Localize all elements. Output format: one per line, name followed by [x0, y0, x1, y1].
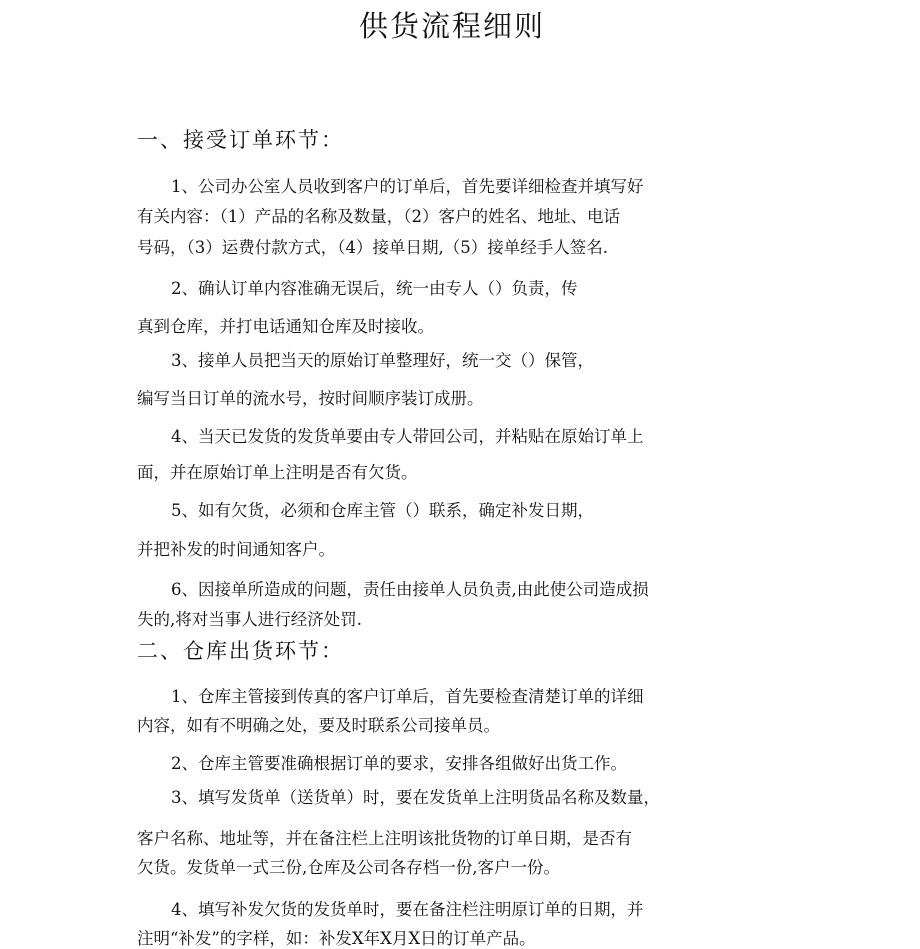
paragraph-line: 号码，（3）运费付款方式，（4）接单日期,（5）接单经手人签名.: [137, 238, 608, 257]
paragraph-line: 2、仓库主管要准确根据订单的要求，安排各组做好出货工作。: [171, 754, 627, 773]
paragraph-line: 编写当日订单的流水号，按时间顺序装订成册。: [137, 389, 484, 408]
paragraph-line: 注明“补发”的字样，如：补发X年X月X日的订单产品。: [137, 929, 536, 948]
paragraph-line: 3、填写发货单（送货单）时，要在发货单上注明货品名称及数量，: [171, 788, 660, 807]
paragraph-line: 3、接单人员把当天的原始订单整理好，统一交（）保管，: [171, 351, 594, 370]
paragraph-line: 6、因接单所造成的问题，责任由接单人员负责,由此使公司造成损: [171, 580, 649, 599]
paragraph-line: 面，并在原始订单上注明是否有欠货。: [137, 463, 418, 482]
paragraph-line: 并把补发的时间通知客户。: [137, 540, 335, 559]
section-heading-2: 二、仓库出货环节：: [137, 639, 344, 663]
paragraph-line: 有关内容：（1）产品的名称及数量，（2）客户的姓名、地址、电话: [137, 207, 620, 226]
paragraph-line: 欠货。发货单一式三份,仓库及公司各存档一份,客户一份。: [137, 858, 560, 877]
paragraph-line: 4、当天已发货的发货单要由专人带回公司，并粘贴在原始订单上: [171, 427, 644, 446]
paragraph-line: 4、填写补发欠货的发货单时，要在备注栏注明原订单的日期，并: [171, 900, 644, 919]
paragraph-line: 内容，如有不明确之处，要及时联系公司接单员。: [137, 716, 500, 735]
paragraph-line: 2、确认订单内容准确无误后，统一由专人（）负责，传: [171, 279, 578, 298]
paragraph-line: 1、公司办公室人员收到客户的订单后，首先要详细检查并填写好: [171, 177, 644, 196]
paragraph-line: 5、如有欠货，必须和仓库主管（）联系，确定补发日期，: [171, 501, 594, 520]
paragraph-line: 真到仓库，并打电话通知仓库及时接收。: [137, 317, 434, 336]
section-heading-1: 一、接受订单环节：: [137, 128, 344, 152]
paragraph-line: 客户名称、地址等，并在备注栏上注明该批货物的订单日期，是否有: [137, 829, 632, 848]
document-title: 供货流程细则: [358, 9, 545, 43]
paragraph-line: 失的,将对当事人进行经济处罚.: [137, 610, 362, 629]
paragraph-line: 1、仓库主管接到传真的客户订单后，首先要检查清楚订单的详细: [171, 687, 644, 706]
